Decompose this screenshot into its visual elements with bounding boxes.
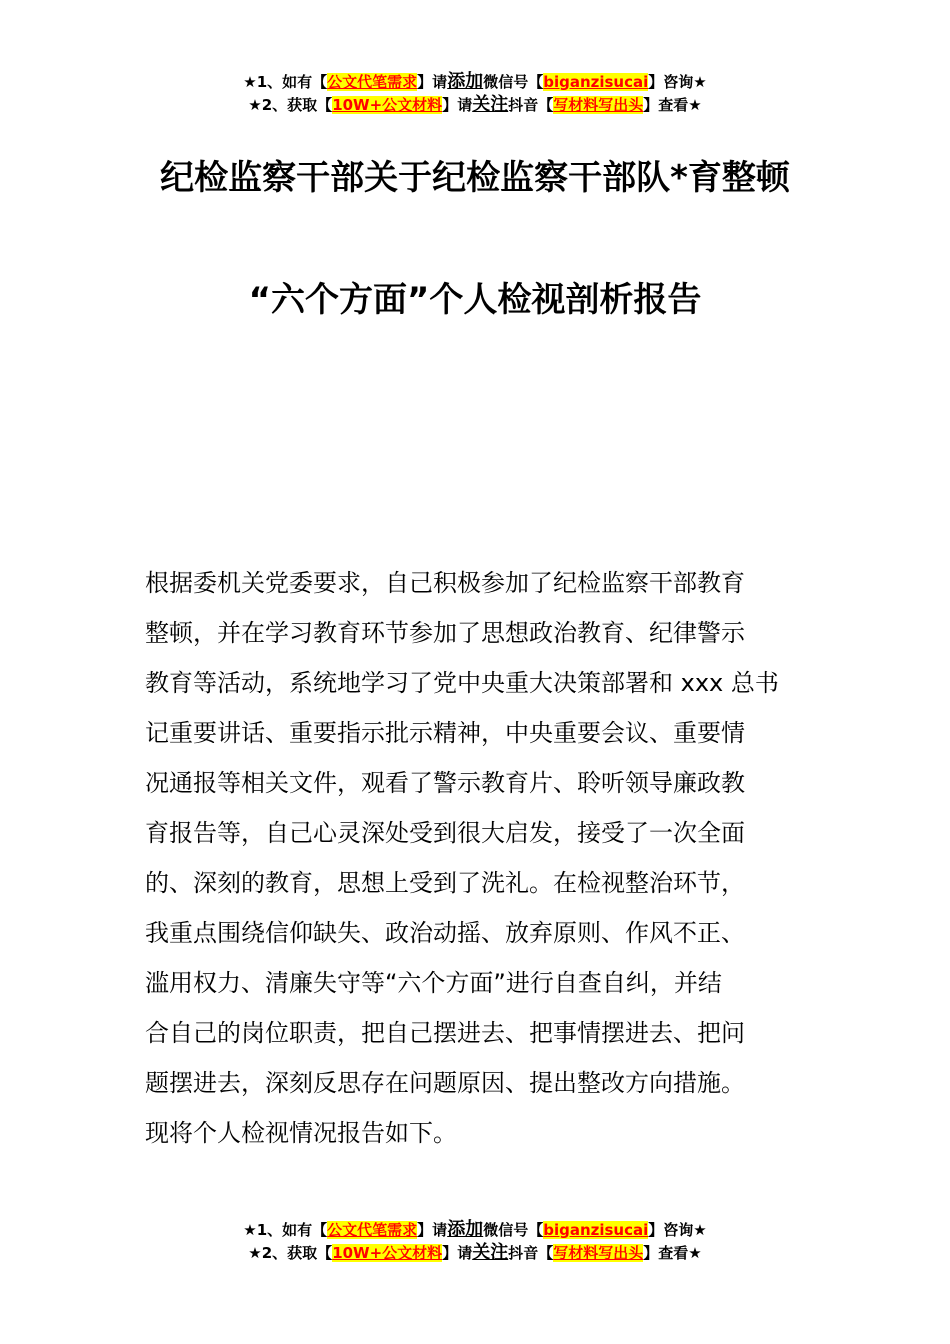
banner-highlight: 写材料写出头: [553, 1244, 644, 1262]
banner-text: 】请: [442, 1244, 473, 1262]
bottom-banner: [0, 1218, 950, 1264]
banner-line-2: [0, 93, 950, 116]
banner-text: 】查看★: [643, 1244, 702, 1262]
banner-emphasis: 添加: [447, 1219, 484, 1240]
banner-text: 微信号【: [483, 1221, 544, 1239]
paragraph-line: 育报告等，自己心灵深处受到很大启发，接受了一次全面: [145, 819, 745, 847]
banner-text: ★1、如有【: [243, 1221, 328, 1239]
banner-emphasis: 添加: [447, 71, 484, 92]
paragraph-line: 教育等活动，系统地学习了党中央重大决策部署和 xxx 总书: [145, 669, 779, 697]
banner-emphasis: 关注: [472, 1242, 509, 1263]
banner-text: 微信号【: [483, 73, 544, 91]
banner-highlight: 10W+公文材料: [332, 1244, 443, 1262]
paragraph-line: 整顿，并在学习教育环节参加了思想政治教育、纪律警示: [145, 619, 745, 647]
banner-text: ★1、如有【: [243, 73, 328, 91]
paragraph-line: 滥用权力、清廉失守等“六个方面”进行自查自纠，并结: [145, 969, 722, 997]
banner-line-1: [0, 1218, 950, 1241]
banner-highlight: 写材料写出头: [553, 96, 644, 114]
banner-text: ★2、获取【: [248, 96, 333, 114]
paragraph-line: 我重点围绕信仰缺失、政治动摇、放弃原则、作风不正、: [145, 919, 745, 947]
paragraph-line: 题摆进去，深刻反思存在问题原因、提出整改方向措施。: [145, 1069, 745, 1097]
banner-highlight: biganzisucai: [543, 73, 649, 91]
banner-text: 】请: [417, 1221, 448, 1239]
banner-line-1: [0, 70, 950, 93]
banner-highlight: 10W+公文材料: [332, 96, 443, 114]
banner-text: 】请: [442, 96, 473, 114]
banner-line-2: [0, 1241, 950, 1264]
banner-emphasis: 关注: [472, 94, 509, 115]
body-paragraph: [145, 558, 810, 1158]
document-title-line-1: 纪检监察干部关于纪检监察干部队*育整顿: [160, 158, 790, 198]
banner-highlight: 公文代笔需求: [327, 73, 418, 91]
document-title-line-2: “六个方面”个人检视剖析报告: [248, 280, 702, 320]
banner-text: 抖音【: [508, 1244, 554, 1262]
top-banner: [0, 70, 950, 116]
paragraph-line: 根据委机关党委要求，自己积极参加了纪检监察干部教育: [145, 569, 745, 597]
paragraph-line: 的、深刻的教育，思想上受到了洗礼。在检视整治环节，: [145, 869, 745, 897]
banner-text: 】咨询★: [648, 73, 707, 91]
banner-text: 】查看★: [643, 96, 702, 114]
banner-text: 】咨询★: [648, 1221, 707, 1239]
banner-text: 抖音【: [508, 96, 554, 114]
banner-highlight: 公文代笔需求: [327, 1221, 418, 1239]
banner-text: 】请: [417, 73, 448, 91]
banner-text: ★2、获取【: [248, 1244, 333, 1262]
paragraph-line: 现将个人检视情况报告如下。: [145, 1119, 457, 1147]
paragraph-line: 况通报等相关文件，观看了警示教育片、聆听领导廉政教: [145, 769, 745, 797]
paragraph-line: 合自己的岗位职责，把自己摆进去、把事情摆进去、把问: [145, 1019, 745, 1047]
banner-highlight: biganzisucai: [543, 1221, 649, 1239]
paragraph-line: 记重要讲话、重要指示批示精神，中央重要会议、重要情: [145, 719, 745, 747]
